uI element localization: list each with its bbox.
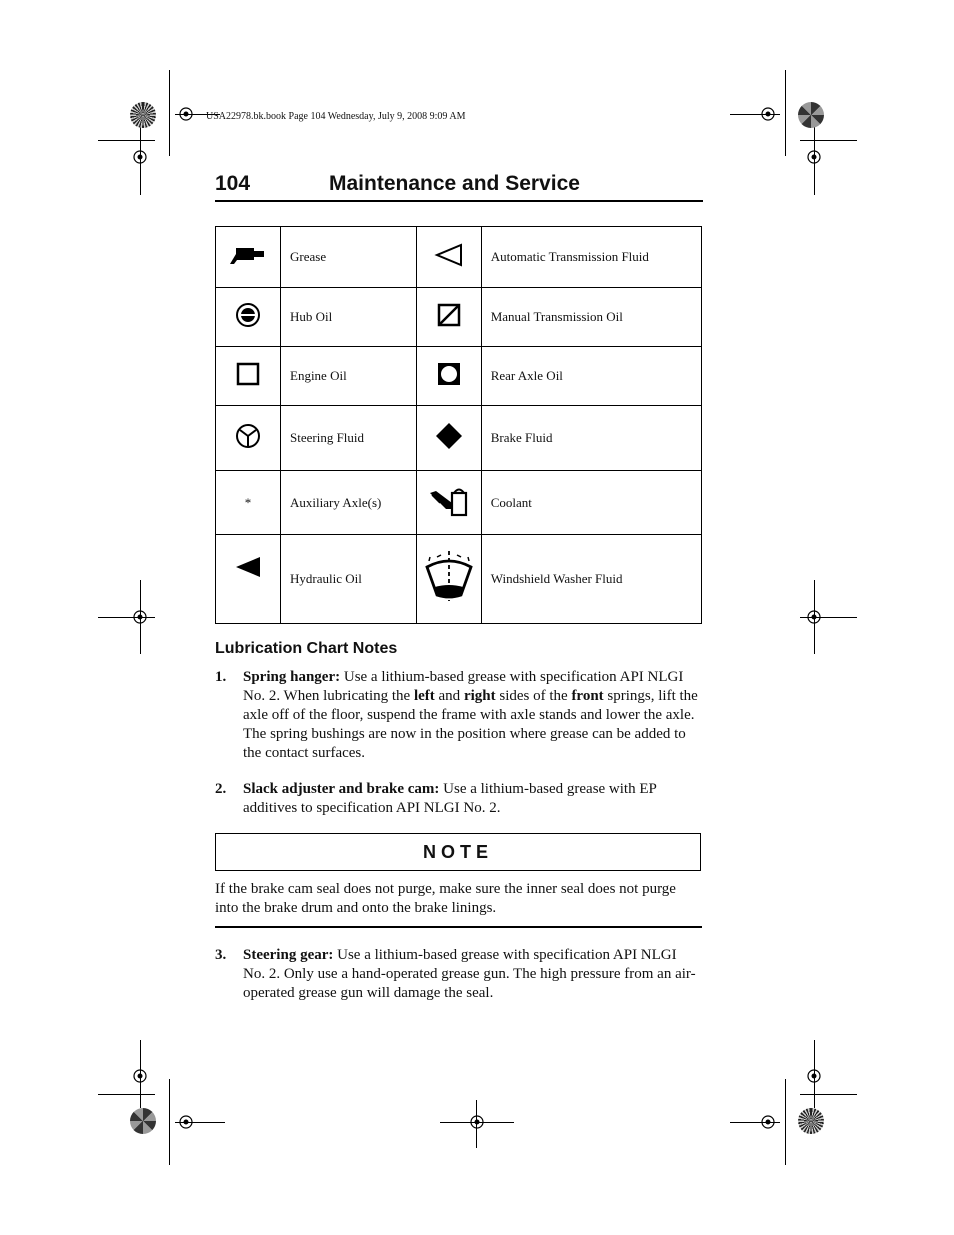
section-title: Lubrication Chart Notes: [215, 640, 398, 657]
table-cell-label: Auxiliary Axle(s): [281, 471, 417, 535]
registration-target-icon: [758, 1112, 778, 1132]
open-square-icon: [236, 362, 260, 386]
list-item: [215, 780, 702, 818]
slashed-square-icon: [437, 303, 461, 327]
item-text: and: [434, 688, 464, 704]
table-row: [216, 347, 702, 406]
hub-oil-icon: [235, 302, 261, 328]
table-cell-label: Hydraulic Oil: [281, 535, 417, 624]
washer-fluid-icon: [421, 549, 477, 605]
item-emphasis: left: [413, 688, 435, 704]
item-number: 1.: [215, 669, 227, 685]
item-emphasis: front: [571, 688, 604, 704]
item-lead: Slack adjuster and brake cam:: [243, 781, 440, 797]
note-rule: [215, 926, 702, 928]
table-cell-label: Rear Axle Oil: [481, 347, 701, 406]
registration-rosette-icon: [798, 102, 824, 128]
registration-target-icon: [804, 147, 824, 167]
registration-rosette-icon: [130, 1108, 156, 1134]
filled-triangle-icon: [234, 555, 262, 579]
registration-rosette-icon: [798, 1108, 824, 1134]
page-title: Maintenance and Service: [329, 172, 580, 195]
grease-gun-icon: [228, 244, 268, 266]
table-row: [216, 406, 702, 471]
table-cell-label: Grease: [281, 227, 417, 288]
table-cell-label: Hub Oil: [281, 288, 417, 347]
registration-target-icon: [804, 607, 824, 627]
table-cell-label: Manual Transmission Oil: [481, 288, 701, 347]
item-lead: Steering gear:: [243, 947, 334, 963]
table-row: [216, 535, 702, 624]
print-slug: USA22978.bk.book Page 104 Wednesday, July 9, 2008 9:09 AM: [206, 111, 466, 122]
note-text: If the brake cam seal does not purge, make sure the inner seal does not purge into the brake drum and onto the brake linings.: [215, 881, 676, 916]
registration-target-icon: [176, 1112, 196, 1132]
registration-target-icon: [804, 1066, 824, 1086]
registration-target-icon: [176, 104, 196, 124]
registration-target-icon: [130, 1066, 150, 1086]
registration-target-icon: [758, 104, 778, 124]
open-triangle-icon: [434, 243, 464, 267]
lubricant-symbol-table: [215, 226, 702, 624]
filled-diamond-icon: [435, 422, 463, 450]
registration-target-icon: [130, 147, 150, 167]
table-cell-label: Engine Oil: [281, 347, 417, 406]
list-item: [215, 668, 702, 763]
registration-target-icon: [130, 607, 150, 627]
note-title: NOTE: [422, 842, 493, 862]
item-text: springs, lift the axle off of the floor, suspend the frame with axle stands and lower the axle. The spring bushings are now in the position where grease can be added to the contact surfaces.: [243, 688, 698, 761]
item-lead: Spring hanger:: [243, 669, 341, 685]
registration-rosette-icon: [130, 102, 156, 128]
item-emphasis: right: [463, 688, 496, 704]
filled-circle-in-square-icon: [437, 362, 461, 386]
list-item: [215, 946, 702, 1003]
table-cell-label: Windshield Washer Fluid: [481, 535, 701, 624]
table-row: [216, 288, 702, 347]
registration-target-icon: [467, 1112, 487, 1132]
table-row: [216, 227, 702, 288]
item-text: sides of the: [495, 688, 572, 704]
item-text: Use a lithium-based grease with specification API NLGI No. 2. Only use a hand-operated grease gun. The high pressure from an air-operated grease gun will damage the seal.: [243, 947, 696, 1001]
table-cell-label: Steering Fluid: [281, 406, 417, 471]
coolant-can-icon: [428, 485, 470, 517]
steering-wheel-icon: [235, 423, 261, 449]
item-number: 3.: [215, 947, 227, 963]
table-cell-label: Coolant: [481, 471, 701, 535]
table-cell-label: Automatic Transmission Fluid: [481, 227, 701, 288]
item-text: Use a lithium-based grease with specification API NLGI No. 2. When lubricating the: [243, 669, 684, 704]
header-rule: [215, 200, 703, 202]
item-text: Use a lithium-based grease with EP additives to specification API NLGI No. 2.: [243, 781, 657, 816]
page-number: 104: [215, 172, 251, 195]
table-row: [216, 471, 702, 535]
note-box: [215, 833, 701, 871]
asterisk-icon: *: [216, 471, 281, 535]
table-cell-label: Brake Fluid: [481, 406, 701, 471]
item-number: 2.: [215, 781, 227, 797]
